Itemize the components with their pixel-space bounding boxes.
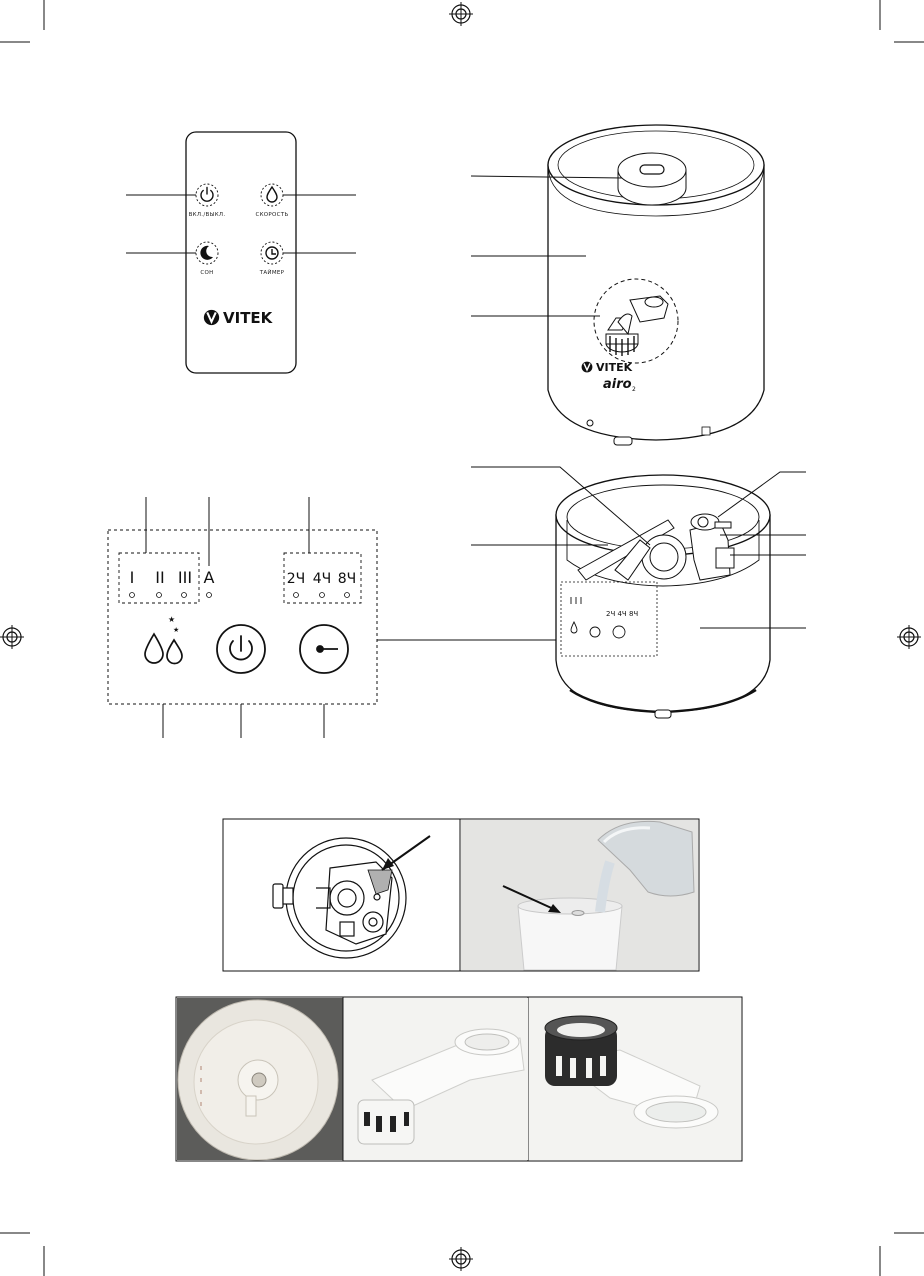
remote-control [186, 132, 296, 373]
control-panel [108, 530, 377, 704]
sleep-drops-icon [145, 610, 183, 664]
remote-speed-label: СКОРОСТЬ [255, 212, 289, 218]
vitek-logo-icon [204, 310, 219, 325]
remote-timer-label: ТАЙМЕР [259, 270, 285, 276]
nozzle-part-photo [344, 998, 528, 1160]
registration-mark-icon [449, 1247, 473, 1271]
remote-brand: VITEK [223, 309, 273, 327]
humidifier-brand: VITEK [596, 361, 633, 374]
speed-level-1: I [129, 568, 135, 587]
timer-level-indicators [287, 571, 357, 598]
clock-icon [317, 646, 338, 652]
water-tank-illustrations [223, 819, 699, 971]
remote-power-label: ВКЛ./ВЫКЛ. [188, 212, 226, 218]
svg-text:★: ★ [168, 615, 176, 624]
timer-level-4h: 4Ч [312, 571, 332, 587]
speed-level-2: II [155, 568, 165, 587]
humidifier-assembled [548, 125, 764, 445]
registration-mark-icon [0, 625, 24, 649]
humidifier-model: airo [603, 377, 632, 392]
timer-button[interactable] [300, 625, 348, 673]
auto-label: A [203, 568, 215, 587]
timer-level-8h: 8Ч [337, 571, 357, 587]
remote-sleep-label: СОН [200, 270, 214, 276]
humidifier-model-sub: 2 [632, 386, 636, 393]
nozzle-photos [176, 997, 742, 1161]
power-button[interactable] [217, 625, 265, 673]
nozzle-with-sponge-photo [529, 998, 741, 1160]
registration-mark-icon [897, 625, 921, 649]
small-panel-timer-levels: 2Ч 4Ч 8Ч [606, 610, 639, 618]
humidifier-base [556, 475, 770, 718]
vitek-logo-icon [582, 362, 593, 373]
timer-level-2h: 2Ч [286, 571, 306, 587]
registration-mark-icon [449, 2, 473, 26]
speed-level-indicators [130, 568, 193, 598]
auto-indicator [204, 568, 215, 598]
speed-level-3: III [177, 568, 193, 587]
svg-text:★: ★ [173, 627, 180, 634]
power-icon [230, 636, 252, 660]
speed-sleep-button[interactable] [145, 610, 183, 664]
control-panel-callouts [146, 497, 596, 738]
